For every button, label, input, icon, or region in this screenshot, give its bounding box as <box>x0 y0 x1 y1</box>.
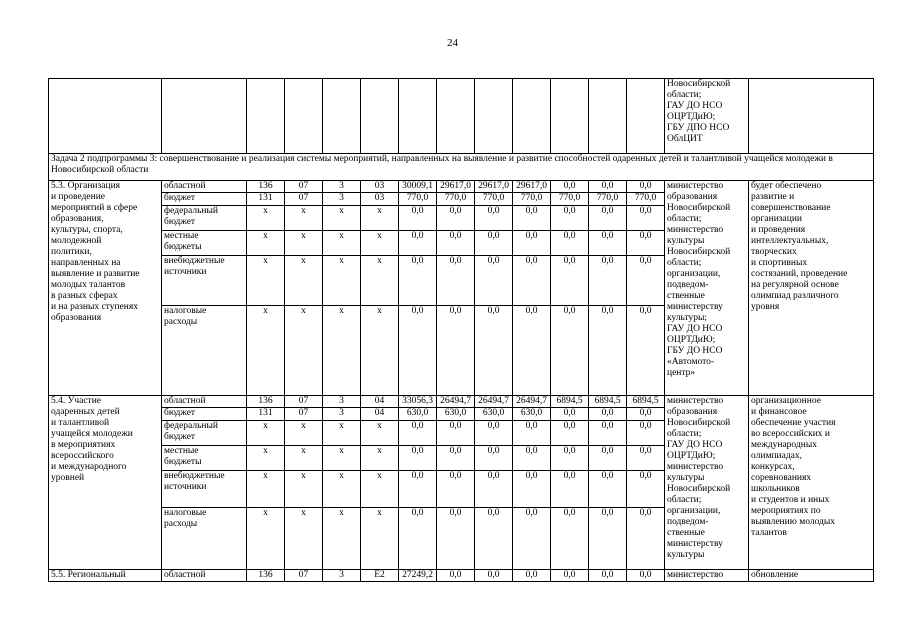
budget-code-cell: Е2 <box>361 570 399 582</box>
budget-code-cell: x <box>247 256 285 306</box>
budget-code-cell: x <box>323 508 361 570</box>
amount-cell: 0,0 <box>437 446 475 471</box>
amount-cell: 0,0 <box>475 306 513 396</box>
amount-cell: 26494,7 <box>475 396 513 408</box>
amount-cell: 0,0 <box>627 256 665 306</box>
amount-cell: 0,0 <box>437 231 475 256</box>
amount-cell: 770,0 <box>475 193 513 206</box>
funding-source-cell: местные бюджеты <box>162 231 247 256</box>
budget-code-cell: 3 <box>323 181 361 193</box>
amount-cell: 29617,0 <box>475 181 513 193</box>
amount-cell: 770,0 <box>399 193 437 206</box>
budget-code-cell: 3 <box>323 193 361 206</box>
amount-cell: 0,0 <box>399 446 437 471</box>
amount-cell: 0,0 <box>589 471 627 508</box>
amount-cell: 0,0 <box>513 446 551 471</box>
amount-cell: 29617,0 <box>437 181 475 193</box>
amount-cell: 0,0 <box>627 508 665 570</box>
amount-cell: 0,0 <box>551 471 589 508</box>
budget-code-cell: 131 <box>247 408 285 421</box>
amount-cell: 0,0 <box>437 570 475 582</box>
amount-cell: 0,0 <box>437 508 475 570</box>
amount-cell: 0,0 <box>589 231 627 256</box>
amount-cell: 0,0 <box>551 206 589 231</box>
budget-code-cell: x <box>285 471 323 508</box>
funding-source-cell: налоговые расходы <box>162 508 247 570</box>
table-row <box>49 396 874 408</box>
amount-cell: 0,0 <box>589 408 627 421</box>
amount-cell: 0,0 <box>589 446 627 471</box>
amount-cell: 0,0 <box>513 471 551 508</box>
amount-cell: 0,0 <box>551 231 589 256</box>
amount-cell: 29617,0 <box>513 181 551 193</box>
budget-code-cell: x <box>361 446 399 471</box>
amount-cell: 0,0 <box>627 446 665 471</box>
budget-code-cell: 03 <box>361 181 399 193</box>
amount-cell: 30009,1 <box>399 181 437 193</box>
budget-code-cell: x <box>323 306 361 396</box>
amount-cell: 0,0 <box>551 181 589 193</box>
expected-result-cell: будет обеспечено развитие и совершенствование организации и проведения интеллектуальных, творческих и спортивных состязаний, проведение на регулярной основе олимпиад различного уровня <box>749 181 874 396</box>
amount-cell: 770,0 <box>589 193 627 206</box>
budget-code-cell: x <box>247 231 285 256</box>
budget-code-cell: x <box>323 471 361 508</box>
budget-code-cell: x <box>361 306 399 396</box>
amount-cell: 0,0 <box>589 421 627 446</box>
amount-cell: 0,0 <box>627 408 665 421</box>
amount-cell: 0,0 <box>475 508 513 570</box>
budget-code-cell: x <box>323 446 361 471</box>
page-number: 24 <box>447 37 458 49</box>
amount-cell: 26494,7 <box>513 396 551 408</box>
budget-code-cell: x <box>285 306 323 396</box>
funding-source-cell: областной <box>162 396 247 408</box>
budget-code-cell: x <box>247 421 285 446</box>
task-heading-row <box>49 154 874 181</box>
amount-cell: 6894,5 <box>627 396 665 408</box>
budget-code-cell: x <box>323 256 361 306</box>
budget-code-cell: x <box>247 306 285 396</box>
amount-cell: 0,0 <box>589 256 627 306</box>
budget-code-cell: x <box>247 471 285 508</box>
funding-source-cell: бюджет <box>162 408 247 421</box>
budget-code-cell: x <box>323 231 361 256</box>
amount-cell: 0,0 <box>399 306 437 396</box>
expected-result-cell: обновление <box>749 570 874 582</box>
budget-code-cell: x <box>361 421 399 446</box>
budget-code-cell: 3 <box>323 396 361 408</box>
amount-cell: 0,0 <box>437 256 475 306</box>
amount-cell: 0,0 <box>551 446 589 471</box>
amount-cell: 0,0 <box>551 256 589 306</box>
amount-cell: 0,0 <box>475 471 513 508</box>
activity-name-cell: 5.4. Участие одаренных детей и талантливой учащейся молодежи в мероприятиях всероссийского и международного уровней <box>49 396 162 570</box>
budget-code-cell: x <box>247 446 285 471</box>
amount-cell: 630,0 <box>475 408 513 421</box>
executors-cell: министерство <box>665 570 749 582</box>
budget-code-cell: 04 <box>361 408 399 421</box>
amount-cell: 0,0 <box>589 508 627 570</box>
amount-cell: 0,0 <box>475 256 513 306</box>
budget-code-cell: 3 <box>323 570 361 582</box>
amount-cell: 0,0 <box>399 471 437 508</box>
budget-code-cell: 136 <box>247 396 285 408</box>
budget-code-cell: x <box>285 206 323 231</box>
budget-code-cell: x <box>323 421 361 446</box>
amount-cell: 0,0 <box>589 570 627 582</box>
budget-code-cell: x <box>285 231 323 256</box>
budget-code-cell: x <box>247 206 285 231</box>
table-body <box>49 79 874 582</box>
amount-cell: 0,0 <box>627 231 665 256</box>
executors-cell: министерство образования Новосибирской области; министерство культуры Новосибирской области; организации, подведом- ственные министерству культуры; ГАУ ДО НСО ОЦРТДиЮ; ГБУ ДО НСО «Автомото- центр» <box>665 181 749 396</box>
budget-code-cell: 07 <box>285 181 323 193</box>
task-heading: Задача 2 подпрограммы 3: совершенствование и реализация системы мероприятий, направленных на выявление и развитие способностей одаренных детей и талантливой учащейся молодежи в Новосибирской области <box>49 154 874 181</box>
budget-code-cell: 07 <box>285 408 323 421</box>
amount-cell: 0,0 <box>513 421 551 446</box>
activity-name-cell: 5.5. Региональный <box>49 570 162 582</box>
budget-code-cell: x <box>285 421 323 446</box>
budget-code-cell: x <box>285 446 323 471</box>
budget-code-cell: 07 <box>285 570 323 582</box>
amount-cell: 0,0 <box>513 306 551 396</box>
amount-cell: 770,0 <box>551 193 589 206</box>
amount-cell: 0,0 <box>551 306 589 396</box>
budget-code-cell: 136 <box>247 570 285 582</box>
budget-code-cell: x <box>361 256 399 306</box>
amount-cell: 0,0 <box>551 408 589 421</box>
amount-cell: 0,0 <box>437 421 475 446</box>
budget-code-cell: x <box>361 206 399 231</box>
program-activities-table <box>48 78 874 582</box>
amount-cell: 770,0 <box>513 193 551 206</box>
funding-source-cell: бюджет <box>162 193 247 206</box>
budget-code-cell: 136 <box>247 181 285 193</box>
amount-cell: 33056,3 <box>399 396 437 408</box>
amount-cell: 0,0 <box>475 231 513 256</box>
amount-cell: 0,0 <box>627 471 665 508</box>
amount-cell: 0,0 <box>513 206 551 231</box>
budget-code-cell: 04 <box>361 396 399 408</box>
amount-cell: 0,0 <box>551 508 589 570</box>
budget-code-cell: x <box>247 508 285 570</box>
table-row <box>49 570 874 582</box>
amount-cell: 0,0 <box>589 206 627 231</box>
executors-cell: министерство образования Новосибирской области; ГАУ ДО НСО ОЦРТДиЮ; министерство культуры Новосибирской области; организации, подведом- ственные министерству культуры <box>665 396 749 570</box>
amount-cell: 630,0 <box>437 408 475 421</box>
funding-source-cell: областной <box>162 181 247 193</box>
budget-code-cell: x <box>285 508 323 570</box>
amount-cell: 27249,2 <box>399 570 437 582</box>
amount-cell: 0,0 <box>513 256 551 306</box>
continuation-row <box>49 79 874 154</box>
amount-cell: 0,0 <box>475 570 513 582</box>
amount-cell: 0,0 <box>551 570 589 582</box>
budget-code-cell: x <box>323 206 361 231</box>
amount-cell: 0,0 <box>475 421 513 446</box>
funding-source-cell: областной <box>162 570 247 582</box>
funding-source-cell: внебюджетные источники <box>162 256 247 306</box>
amount-cell: 0,0 <box>627 306 665 396</box>
funding-source-cell: налоговые расходы <box>162 306 247 396</box>
amount-cell: 770,0 <box>627 193 665 206</box>
amount-cell: 0,0 <box>627 206 665 231</box>
amount-cell: 0,0 <box>589 181 627 193</box>
amount-cell: 0,0 <box>399 206 437 231</box>
amount-cell: 0,0 <box>399 231 437 256</box>
amount-cell: 26494,7 <box>437 396 475 408</box>
budget-code-cell: x <box>361 508 399 570</box>
budget-code-cell: 131 <box>247 193 285 206</box>
funding-source-cell: федеральный бюджет <box>162 206 247 231</box>
amount-cell: 0,0 <box>551 421 589 446</box>
budget-code-cell: x <box>285 256 323 306</box>
amount-cell: 0,0 <box>627 421 665 446</box>
amount-cell: 0,0 <box>399 256 437 306</box>
amount-cell: 0,0 <box>513 231 551 256</box>
amount-cell: 630,0 <box>513 408 551 421</box>
amount-cell: 0,0 <box>513 570 551 582</box>
amount-cell: 0,0 <box>437 306 475 396</box>
budget-code-cell: 07 <box>285 193 323 206</box>
amount-cell: 0,0 <box>399 508 437 570</box>
funding-source-cell: федеральный бюджет <box>162 421 247 446</box>
funding-source-cell: внебюджетные источники <box>162 471 247 508</box>
budget-code-cell: x <box>361 231 399 256</box>
budget-code-cell: x <box>361 471 399 508</box>
budget-code-cell: 3 <box>323 408 361 421</box>
expected-result-cell: организационное и финансовое обеспечение участия во всероссийских и международных олимпиадах, конкурсах, соревнованиях школьников и студентов и иных мероприятиях по выявлению молодых талантов <box>749 396 874 570</box>
activity-name-cell: 5.3. Организация и проведение мероприятий в сфере образования, культуры, спорта, молодежной политики, направленных на выявление и развитие молодых талантов в разных сферах и на разных ступенях образования <box>49 181 162 396</box>
amount-cell: 0,0 <box>437 206 475 231</box>
amount-cell: 0,0 <box>399 421 437 446</box>
amount-cell: 0,0 <box>513 508 551 570</box>
budget-code-cell: 07 <box>285 396 323 408</box>
amount-cell: 6894,5 <box>551 396 589 408</box>
budget-code-cell: 03 <box>361 193 399 206</box>
amount-cell: 6894,5 <box>589 396 627 408</box>
amount-cell: 0,0 <box>437 471 475 508</box>
continuation-executors-cell: Новосибирской области; ГАУ ДО НСО ОЦРТДиЮ; ГБУ ДПО НСО ОблЦИТ <box>665 79 749 154</box>
funding-source-cell: местные бюджеты <box>162 446 247 471</box>
amount-cell: 0,0 <box>589 306 627 396</box>
amount-cell: 0,0 <box>475 206 513 231</box>
table-row <box>49 181 874 193</box>
amount-cell: 0,0 <box>475 446 513 471</box>
amount-cell: 0,0 <box>627 570 665 582</box>
amount-cell: 770,0 <box>437 193 475 206</box>
amount-cell: 630,0 <box>399 408 437 421</box>
amount-cell: 0,0 <box>627 181 665 193</box>
